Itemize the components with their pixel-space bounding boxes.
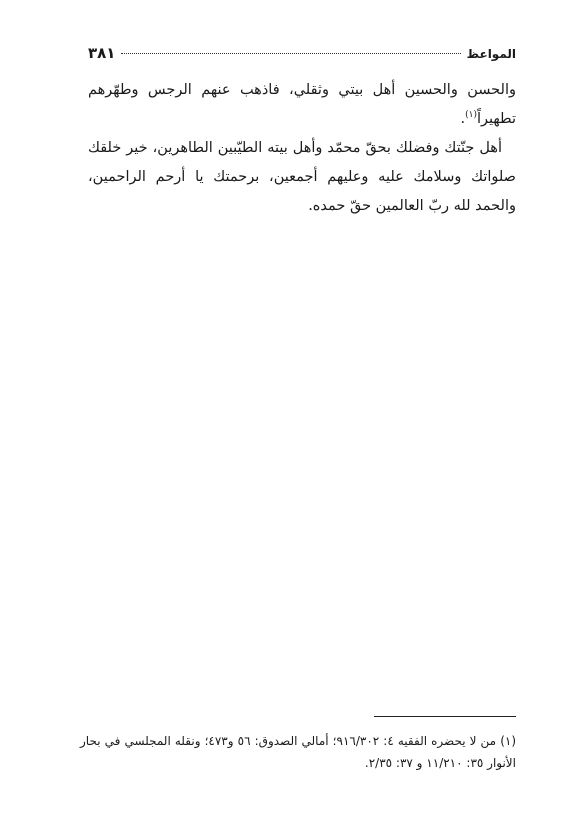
footnote-separator (374, 716, 516, 717)
footnote-reference[interactable]: (١) (465, 110, 477, 121)
paragraph: أهل جنّتك وفضلك بحقّ محمّد وأهل بيته الطيّبين الطاهرين، خير خلقك صلواتك وسلامك عليه وعليهم أجمعين، برحمتك يا أرحم الراحمين، والحمد لله ربّ العالمين حقّ حمده. (88, 140, 516, 214)
header-leader-dots (121, 53, 460, 54)
footnotes (80, 730, 516, 774)
main-text (88, 76, 516, 221)
running-header (88, 44, 516, 66)
chapter-title: المواعظ (466, 47, 516, 61)
footnote-item: (١) من لا يحضره الفقيه ٤: ٩١٦/٣٠٢؛ أمالي الصدوق: ٥٦ و٤٧٣؛ ونقله المجلسي في بحار الأنوار ٣٥: ١١/٢١٠ و ٣٧: ٢/٣٥. (80, 734, 517, 770)
paragraph-end-punct: . (460, 111, 466, 127)
paragraph-text: والحسن والحسين أهل بيتي وثقلي، فاذهب عنهم الرجس وطهّرهم تطهيراً (88, 82, 516, 127)
paragraph (88, 76, 516, 134)
page-number: ٣٨١ (88, 44, 116, 62)
